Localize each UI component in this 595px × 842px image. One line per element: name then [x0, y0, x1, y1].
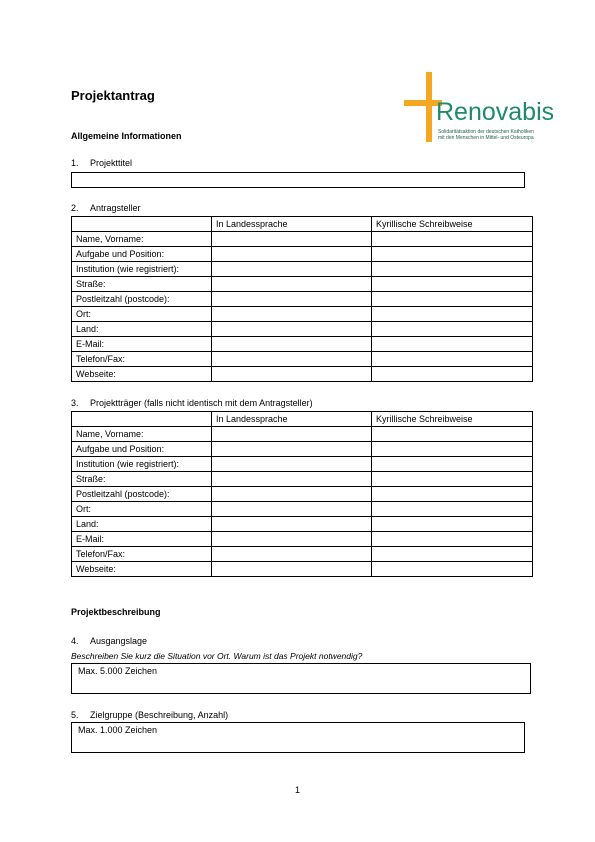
table-row	[72, 562, 533, 577]
local-language-input-cell[interactable]	[212, 292, 372, 307]
local-language-input-cell[interactable]	[212, 472, 372, 487]
row-label: Land:	[72, 322, 212, 337]
cyrillic-input-cell[interactable]	[372, 292, 533, 307]
question-1-label	[71, 158, 132, 168]
row-label: Institution (wie registriert):	[72, 457, 212, 472]
question-number: 1.	[71, 158, 79, 168]
cyrillic-input-cell[interactable]	[372, 562, 533, 577]
table-row	[72, 337, 533, 352]
cyrillic-input-cell[interactable]	[372, 517, 533, 532]
row-label: Name, Vorname:	[72, 232, 212, 247]
question-number: 5.	[71, 710, 79, 720]
row-label: E-Mail:	[72, 337, 212, 352]
table-header-cell: Kyrillische Schreibweise	[372, 217, 533, 232]
local-language-input-cell[interactable]	[212, 352, 372, 367]
row-label: Ort:	[72, 307, 212, 322]
table-row	[72, 307, 533, 322]
question-number: 3.	[71, 398, 79, 408]
cyrillic-input-cell[interactable]	[372, 337, 533, 352]
row-label: Postleitzahl (postcode):	[72, 292, 212, 307]
local-language-input-cell[interactable]	[212, 547, 372, 562]
row-label: Land:	[72, 517, 212, 532]
table-row	[72, 292, 533, 307]
logo-tagline-line: Solidaritätsaktion der deutschen Katholiken	[438, 129, 534, 135]
table-row	[72, 247, 533, 262]
logo-name: Renovabis	[436, 98, 555, 126]
table-row	[72, 547, 533, 562]
question-5-label	[71, 710, 228, 720]
question-4-hint: Beschreiben Sie kurz die Situation vor Ort. Warum ist das Projekt notwendig?	[71, 651, 363, 661]
local-language-input-cell[interactable]	[212, 337, 372, 352]
table-row	[72, 487, 533, 502]
table-row	[72, 532, 533, 547]
section-heading-description: Projektbeschreibung	[71, 607, 161, 617]
cyrillic-input-cell[interactable]	[372, 502, 533, 517]
question-3-label	[71, 398, 313, 408]
target-group-field[interactable]	[71, 722, 525, 753]
table-row	[72, 367, 533, 382]
local-language-input-cell[interactable]	[212, 262, 372, 277]
cyrillic-input-cell[interactable]	[372, 277, 533, 292]
cyrillic-input-cell[interactable]	[372, 487, 533, 502]
row-label: Telefon/Fax:	[72, 547, 212, 562]
table-row	[72, 502, 533, 517]
local-language-input-cell[interactable]	[212, 457, 372, 472]
local-language-input-cell[interactable]	[212, 232, 372, 247]
cyrillic-input-cell[interactable]	[372, 472, 533, 487]
local-language-input-cell[interactable]	[212, 247, 372, 262]
row-label: Aufgabe und Position:	[72, 247, 212, 262]
question-text: Projekttitel	[90, 158, 133, 168]
cyrillic-input-cell[interactable]	[372, 352, 533, 367]
table-row	[72, 262, 533, 277]
table-header-row	[72, 217, 533, 232]
local-language-input-cell[interactable]	[212, 427, 372, 442]
local-language-input-cell[interactable]	[212, 562, 372, 577]
table-row	[72, 472, 533, 487]
cyrillic-input-cell[interactable]	[372, 532, 533, 547]
row-label: Straße:	[72, 472, 212, 487]
question-text: Zielgruppe (Beschreibung, Anzahl)	[90, 710, 229, 720]
table-row	[72, 322, 533, 337]
page-number: 1	[295, 785, 301, 795]
table-header-cell: In Landessprache	[212, 217, 372, 232]
project-title-field[interactable]	[71, 172, 525, 188]
row-label: Webseite:	[72, 562, 212, 577]
initial-situation-field[interactable]	[71, 663, 531, 694]
table-header-cell	[72, 412, 212, 427]
local-language-input-cell[interactable]	[212, 502, 372, 517]
table-row	[72, 442, 533, 457]
cyrillic-input-cell[interactable]	[372, 262, 533, 277]
local-language-input-cell[interactable]	[212, 322, 372, 337]
section-heading-general: Allgemeine Informationen	[71, 131, 182, 141]
logo-tagline-line: mit den Menschen in Mittel- und Osteuropa	[438, 135, 534, 141]
project-title-value	[72, 176, 84, 190]
local-language-input-cell[interactable]	[212, 532, 372, 547]
cyrillic-input-cell[interactable]	[372, 457, 533, 472]
table-row	[72, 427, 533, 442]
initial-situation-placeholder: Max. 5.000 Zeichen	[78, 666, 158, 676]
applicant-table	[71, 216, 533, 382]
question-2-label	[71, 203, 141, 213]
row-label: Webseite:	[72, 367, 212, 382]
question-text: Antragsteller	[90, 203, 141, 213]
cyrillic-input-cell[interactable]	[372, 547, 533, 562]
table-row	[72, 277, 533, 292]
row-label: Postleitzahl (postcode):	[72, 487, 212, 502]
local-language-input-cell[interactable]	[212, 487, 372, 502]
row-label: Telefon/Fax:	[72, 352, 212, 367]
table-row	[72, 352, 533, 367]
row-label: Ort:	[72, 502, 212, 517]
logo-tagline	[438, 129, 534, 141]
row-label: Institution (wie registriert):	[72, 262, 212, 277]
cyrillic-input-cell[interactable]	[372, 367, 533, 382]
row-label: Aufgabe und Position:	[72, 442, 212, 457]
question-number: 4.	[71, 636, 79, 646]
local-language-input-cell[interactable]	[212, 517, 372, 532]
table-row	[72, 457, 533, 472]
table-header-cell: In Landessprache	[212, 412, 372, 427]
table-row	[72, 232, 533, 247]
table-header-cell	[72, 217, 212, 232]
page-title: Projektantrag	[71, 88, 155, 103]
table-header-cell: Kyrillische Schreibweise	[372, 412, 533, 427]
row-label: Straße:	[72, 277, 212, 292]
cyrillic-input-cell[interactable]	[372, 322, 533, 337]
cyrillic-input-cell[interactable]	[372, 307, 533, 322]
row-label: E-Mail:	[72, 532, 212, 547]
renovabis-logo	[404, 72, 584, 148]
target-group-placeholder: Max. 1.000 Zeichen	[78, 725, 158, 735]
question-4-label	[71, 636, 147, 646]
question-number: 2.	[71, 203, 79, 213]
cyrillic-input-cell[interactable]	[372, 247, 533, 262]
project-carrier-table	[71, 411, 533, 577]
table-header-row	[72, 412, 533, 427]
cyrillic-input-cell[interactable]	[372, 442, 533, 457]
table-row	[72, 517, 533, 532]
local-language-input-cell[interactable]	[212, 307, 372, 322]
question-text: Projektträger (falls nicht identisch mit dem Antragsteller)	[90, 398, 313, 408]
local-language-input-cell[interactable]	[212, 367, 372, 382]
local-language-input-cell[interactable]	[212, 277, 372, 292]
question-text: Ausgangslage	[90, 636, 148, 646]
local-language-input-cell[interactable]	[212, 442, 372, 457]
cyrillic-input-cell[interactable]	[372, 427, 533, 442]
cyrillic-input-cell[interactable]	[372, 232, 533, 247]
row-label: Name, Vorname:	[72, 427, 212, 442]
